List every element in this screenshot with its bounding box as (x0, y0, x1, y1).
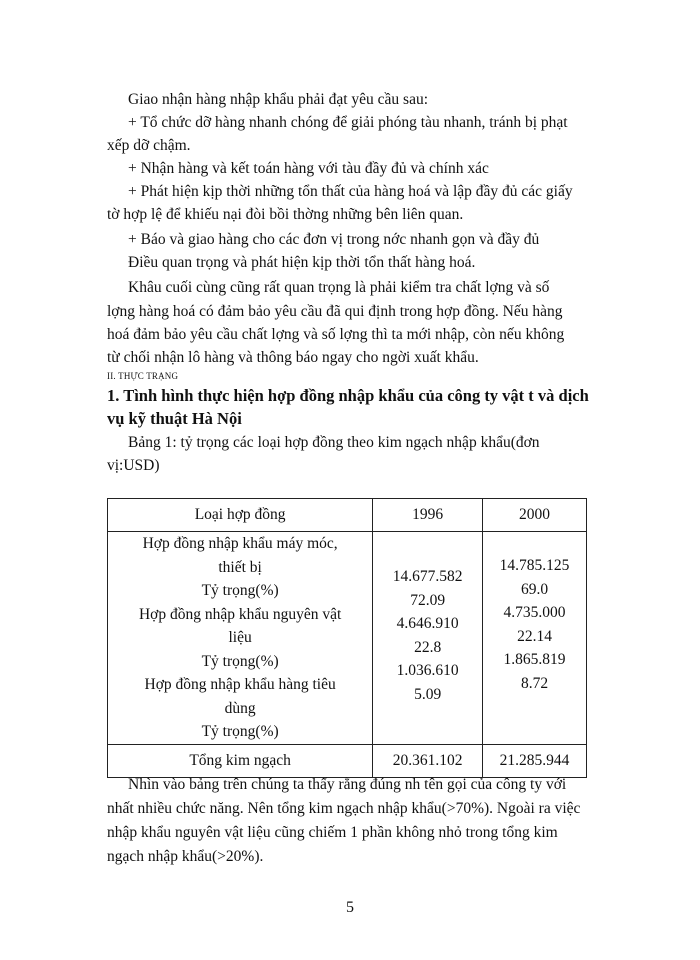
contract-table (107, 498, 587, 778)
total-label: Tổng kim ngạch (108, 744, 373, 777)
label-consumer-goods-cont: dùng (224, 699, 256, 717)
analysis-line-3: nhập khẩu nguyên vật liệu cũng chiếm 1 phần không nhỏ trong tổng kim (107, 824, 558, 841)
values-2000-cell (483, 532, 587, 745)
label-share-machinery: Tỷ trọng(%) (201, 582, 279, 599)
paragraph-intro: Giao nhận hàng nhập khẩu phải đạt yêu cầu sau: (128, 91, 429, 108)
value-1996-raw-materials: 4.646.910 (396, 615, 459, 632)
value-2000-raw-materials: 4.735.000 (503, 604, 566, 621)
page-number: 5 (346, 899, 354, 916)
paragraph-item-1: + Tổ chức dỡ hàng nhanh chóng để giải phóng tàu nhanh, tránh bị phạt (128, 114, 568, 131)
paragraph-final-2: lợng hàng hoá có đảm bảo yêu cầu đã qui định trong hợp đồng. Nếu hàng (107, 303, 563, 320)
table-body-row (108, 532, 587, 745)
value-1996-consumer-goods: 1.036.610 (396, 662, 459, 679)
analysis-line-2: nhất nhiều chức năng. Nên tổng kim ngạch nhập khẩu(>70%). Ngoài ra việc (107, 800, 581, 817)
total-2000: 21.285.944 (483, 744, 587, 777)
paragraph-item-2: + Nhận hàng và kết toán hàng với tàu đầy đủ và chính xác (128, 160, 489, 177)
table-caption-line-1: Bảng 1: tỷ trọng các loại hợp đồng theo kim ngạch nhập khẩu(đơn (128, 434, 540, 451)
value-1996-raw-materials-share: 22.8 (414, 638, 442, 656)
value-2000-machinery-share: 69.0 (520, 580, 549, 598)
paragraph-final-4: từ chối nhận lô hàng và thông báo ngay cho ngời xuất khẩu. (107, 349, 479, 366)
table-caption-line-2: vị:USD) (107, 457, 160, 474)
paragraph-note: Điều quan trọng và phát hiện kịp thời tổn thất hàng hoá. (128, 254, 476, 271)
label-share-consumer-goods: Tỷ trọng(%) (201, 723, 279, 740)
value-2000-consumer-goods: 1.865.819 (503, 651, 566, 668)
value-1996-machinery-share: 72.09 (410, 591, 446, 609)
analysis-line-4: ngạch nhập khẩu(>20%). (107, 848, 264, 865)
label-raw-materials-cont: liệu (228, 629, 252, 646)
value-1996-consumer-goods-share: 5.09 (414, 685, 442, 703)
value-2000-consumer-goods-share: 8.72 (520, 674, 549, 692)
values-1996-cell (373, 532, 483, 745)
paragraph-final-3: hoá đảm bảo yêu cầu chất lợng và số lợng thì ta mới nhập, còn nếu không (107, 326, 565, 343)
header-1996: 1996 (373, 499, 483, 532)
header-contract-type: Loại hợp đồng (108, 499, 373, 532)
contract-labels-cell (108, 532, 373, 745)
value-2000-raw-materials-share: 22.14 (517, 627, 552, 645)
paragraph-item-1-cont: xếp dỡ chậm. (107, 137, 191, 154)
analysis-line-1: Nhìn vào bảng trên chúng ta thấy rằng đúng nh tên gọi của công ty với (128, 776, 567, 793)
value-2000-machinery: 14.785.125 (499, 557, 570, 574)
value-1996-machinery: 14.677.582 (392, 568, 463, 585)
label-machinery: Hợp đồng nhập khẩu máy móc, (142, 535, 338, 552)
label-share-raw-materials: Tỷ trọng(%) (201, 652, 279, 670)
label-consumer-goods: Hợp đồng nhập khẩu hàng tiêu (144, 676, 336, 693)
header-2000: 2000 (483, 499, 587, 532)
section-heading-line-2: vụ kỹ thuật Hà Nội (107, 409, 242, 428)
table-header-row (108, 499, 587, 532)
section-label: II. THỰC TRẠNG (107, 371, 179, 381)
paragraph-final-1: Khâu cuối cùng cũng rất quan trọng là phải kiểm tra chất lợng và số (128, 279, 550, 296)
label-raw-materials: Hợp đồng nhập khẩu nguyên vật (138, 605, 342, 623)
paragraph-item-4: + Báo và giao hàng cho các đơn vị trong nớc nhanh gọn và đầy đủ (128, 231, 540, 248)
table-total-row (108, 744, 587, 777)
label-machinery-cont: thiết bị (218, 558, 262, 576)
paragraph-item-3: + Phát hiện kịp thời những tổn thất của hàng hoá và lập đầy đủ các giấy (128, 183, 573, 200)
section-heading-line-1: 1. Tình hình thực hiện hợp đồng nhập khẩu của công ty vật t và dịch (107, 386, 589, 405)
paragraph-item-3-cont: tờ hợp lệ để khiếu nại đòi bồi thờng những bên liên quan. (107, 206, 464, 223)
total-1996: 20.361.102 (373, 744, 483, 777)
